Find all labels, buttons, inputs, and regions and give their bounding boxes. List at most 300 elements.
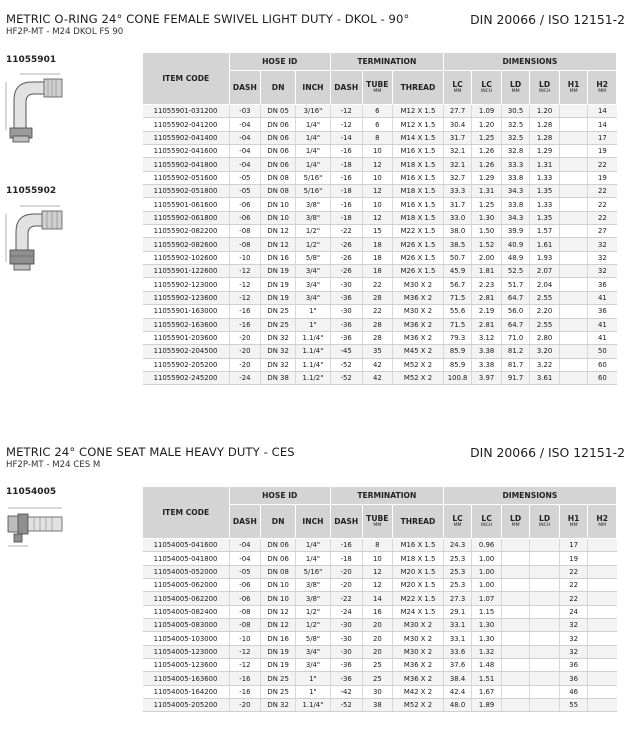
- cell-hose-inch: 1/4": [296, 539, 331, 552]
- cell-tube: 18: [362, 265, 393, 278]
- table-row: [143, 305, 617, 318]
- cell-hose-dash: -05: [229, 171, 261, 184]
- cell-h1: [559, 105, 587, 118]
- cell-hose-dn: DN 06: [261, 118, 296, 131]
- table-row: [143, 265, 617, 278]
- cell-h1: 46: [559, 685, 587, 698]
- cell-lc-inch: 1.20: [472, 118, 502, 131]
- cell-lc-mm: 48.0: [443, 699, 471, 712]
- cell-term-dash: -12: [330, 118, 362, 131]
- section-subtitle: HF2P-MT - M24 CES M: [6, 460, 101, 470]
- cell-hose-dn: DN 12: [261, 605, 296, 618]
- cell-hose-dash: -04: [229, 131, 261, 144]
- cell-h1: [559, 318, 587, 331]
- cell-term-dash: -24: [330, 605, 362, 618]
- header-tube: TUBE MM: [362, 71, 393, 105]
- cell-hose-inch: 1/2": [296, 605, 331, 618]
- table-row: [143, 331, 617, 344]
- cell-hose-dn: DN 25: [261, 305, 296, 318]
- cell-h2: 41: [588, 291, 617, 304]
- cell-lc-inch: 1.31: [472, 185, 502, 198]
- cell-hose-dn: DN 10: [261, 579, 296, 592]
- cell-ld-inch: [530, 672, 560, 685]
- cell-h1: [559, 305, 587, 318]
- cell-lc-mm: 25.3: [443, 579, 471, 592]
- cell-ld-mm: 64.7: [501, 291, 529, 304]
- cell-tube: 8: [362, 539, 393, 552]
- cell-term-dash: -36: [330, 659, 362, 672]
- cell-ld-mm: [501, 685, 529, 698]
- cell-thread: M30 X 2: [393, 305, 444, 318]
- cell-term-dash: -18: [330, 158, 362, 171]
- cell-thread: M22 X 1.5: [393, 592, 444, 605]
- cell-h2: [588, 552, 617, 565]
- cell-term-dash: -14: [330, 131, 362, 144]
- section-standard: DIN 20066 / ISO 12151-2: [470, 12, 625, 27]
- cell-hose-dn: DN 06: [261, 539, 296, 552]
- cell-thread: M36 X 2: [393, 672, 444, 685]
- cell-hose-dash: -04: [229, 158, 261, 171]
- cell-hose-dash: -16: [229, 318, 261, 331]
- cell-hose-inch: 1/4": [296, 158, 331, 171]
- table-row: [143, 539, 617, 552]
- cell-term-dash: -45: [330, 345, 362, 358]
- cell-h1: [559, 185, 587, 198]
- cell-hose-dash: -16: [229, 305, 261, 318]
- cell-lc-inch: 1.81: [472, 265, 502, 278]
- cell-lc-mm: 37.6: [443, 659, 471, 672]
- table-row: [143, 605, 617, 618]
- cell-lc-inch: 0.96: [472, 539, 502, 552]
- cell-tube: 22: [362, 305, 393, 318]
- cell-h1: [559, 198, 587, 211]
- cell-thread: M18 X 1.5: [393, 552, 444, 565]
- cell-item-code: 11054005-123000: [143, 645, 230, 658]
- cell-hose-dn: DN 38: [261, 371, 296, 384]
- header-inch: INCH: [296, 505, 331, 539]
- header-ld-inch: LD INCH: [530, 505, 560, 539]
- table-row: [143, 278, 617, 291]
- cell-hose-dn: DN 08: [261, 565, 296, 578]
- cell-hose-dash: -20: [229, 331, 261, 344]
- cell-h1: [559, 238, 587, 251]
- cell-item-code: 11055902-041400: [143, 131, 230, 144]
- cell-h1: 36: [559, 672, 587, 685]
- cell-h2: 36: [588, 305, 617, 318]
- cell-item-code: 11054005-123600: [143, 659, 230, 672]
- cell-ld-mm: 40.9: [501, 238, 529, 251]
- cell-hose-dn: DN 06: [261, 131, 296, 144]
- cell-h1: 22: [559, 592, 587, 605]
- cell-lc-mm: 42.4: [443, 685, 471, 698]
- cell-term-dash: -26: [330, 238, 362, 251]
- cell-ld-mm: 33.3: [501, 158, 529, 171]
- cell-hose-inch: 3/16": [296, 105, 331, 118]
- header-hose-id: HOSE ID: [229, 487, 330, 505]
- cell-hose-inch: 3/4": [296, 291, 331, 304]
- cell-ld-mm: 81.7: [501, 358, 529, 371]
- cell-h1: [559, 278, 587, 291]
- cell-h2: 22: [588, 158, 617, 171]
- cell-ld-inch: 2.55: [530, 318, 560, 331]
- cell-h1: [559, 118, 587, 131]
- cell-hose-inch: 3/8": [296, 211, 331, 224]
- cell-item-code: 11055902-163600: [143, 318, 230, 331]
- cell-thread: M16 X 1.5: [393, 198, 444, 211]
- table-row: [143, 699, 617, 712]
- cell-h2: 60: [588, 358, 617, 371]
- cell-ld-inch: [530, 619, 560, 632]
- cell-tube: 25: [362, 659, 393, 672]
- table-row: [143, 371, 617, 384]
- cell-lc-inch: 1.30: [472, 619, 502, 632]
- cell-hose-dash: -05: [229, 565, 261, 578]
- cell-ld-mm: 33.8: [501, 198, 529, 211]
- cell-lc-mm: 30.4: [443, 118, 471, 131]
- cell-lc-mm: 33.1: [443, 632, 471, 645]
- cell-hose-dn: DN 19: [261, 278, 296, 291]
- part-label: 11054005: [6, 487, 57, 497]
- cell-ld-inch: 2.07: [530, 265, 560, 278]
- cell-hose-dn: DN 06: [261, 158, 296, 171]
- cell-hose-dash: -06: [229, 579, 261, 592]
- header-hose-id: HOSE ID: [229, 53, 330, 71]
- cell-thread: M20 X 1.5: [393, 565, 444, 578]
- cell-lc-mm: 50.7: [443, 251, 471, 264]
- cell-ld-inch: [530, 552, 560, 565]
- cell-ld-inch: 1.35: [530, 211, 560, 224]
- cell-term-dash: -42: [330, 685, 362, 698]
- header-h1: H1 MM: [559, 505, 587, 539]
- cell-hose-dn: DN 19: [261, 659, 296, 672]
- cell-ld-inch: 2.80: [530, 331, 560, 344]
- cell-hose-inch: 1/4": [296, 145, 331, 158]
- table-row: [143, 198, 617, 211]
- cell-hose-dn: DN 16: [261, 632, 296, 645]
- cell-thread: M22 X 1.5: [393, 225, 444, 238]
- cell-lc-inch: 1.25: [472, 198, 502, 211]
- cell-h2: 19: [588, 145, 617, 158]
- cell-term-dash: -52: [330, 371, 362, 384]
- cell-lc-mm: 38.4: [443, 672, 471, 685]
- cell-ld-inch: [530, 579, 560, 592]
- table-row: [143, 158, 617, 171]
- cell-lc-inch: 1.29: [472, 171, 502, 184]
- cell-thread: M26 X 1.5: [393, 265, 444, 278]
- cell-hose-dn: DN 06: [261, 145, 296, 158]
- cell-tube: 22: [362, 278, 393, 291]
- cell-item-code: 11055902-205200: [143, 358, 230, 371]
- cell-ld-inch: 1.33: [530, 198, 560, 211]
- cell-ld-mm: [501, 672, 529, 685]
- elbow-fitting-drawing: [4, 70, 64, 148]
- cell-ld-mm: [501, 659, 529, 672]
- spec-table-ces: [142, 486, 617, 712]
- cell-h1: 17: [559, 539, 587, 552]
- cell-lc-inch: 1.00: [472, 579, 502, 592]
- cell-tube: 12: [362, 579, 393, 592]
- cell-term-dash: -52: [330, 699, 362, 712]
- cell-item-code: 11055901-122600: [143, 265, 230, 278]
- cell-item-code: 11055902-102600: [143, 251, 230, 264]
- cell-lc-mm: 38.0: [443, 225, 471, 238]
- cell-hose-inch: 1": [296, 318, 331, 331]
- cell-hose-inch: 1.1/4": [296, 331, 331, 344]
- cell-hose-inch: 1/4": [296, 552, 331, 565]
- cell-item-code: 11054005-041600: [143, 539, 230, 552]
- cell-term-dash: -22: [330, 225, 362, 238]
- cell-ld-inch: 3.61: [530, 371, 560, 384]
- cell-hose-dash: -12: [229, 265, 261, 278]
- cell-h1: [559, 145, 587, 158]
- cell-lc-inch: 1.09: [472, 105, 502, 118]
- cell-hose-inch: 1/2": [296, 619, 331, 632]
- cell-ld-mm: 71.0: [501, 331, 529, 344]
- header-dimensions: DIMENSIONS: [443, 487, 616, 505]
- cell-h2: [588, 539, 617, 552]
- cell-h2: [588, 672, 617, 685]
- cell-ld-inch: 1.20: [530, 105, 560, 118]
- cell-lc-inch: 3.97: [472, 371, 502, 384]
- cell-thread: M12 X 1.5: [393, 118, 444, 131]
- cell-hose-inch: 1": [296, 685, 331, 698]
- header-ld-mm: LD MM: [501, 505, 529, 539]
- cell-item-code: 11055902-123600: [143, 291, 230, 304]
- header-h1: H1 MM: [559, 71, 587, 105]
- cell-hose-dash: -06: [229, 198, 261, 211]
- cell-term-dash: -16: [330, 198, 362, 211]
- cell-hose-dn: DN 25: [261, 318, 296, 331]
- cell-ld-inch: 3.20: [530, 345, 560, 358]
- cell-ld-mm: 34.3: [501, 211, 529, 224]
- cell-thread: M36 X 2: [393, 331, 444, 344]
- cell-h2: [588, 592, 617, 605]
- header-termination: TERMINATION: [330, 53, 443, 71]
- cell-thread: M24 X 1.5: [393, 605, 444, 618]
- cell-hose-dn: DN 32: [261, 358, 296, 371]
- section-subtitle: HF2P-MT - M24 DKOL FS 90: [6, 27, 124, 37]
- cell-h2: 22: [588, 198, 617, 211]
- cell-h1: [559, 345, 587, 358]
- cell-lc-mm: 32.1: [443, 145, 471, 158]
- cell-hose-dash: -04: [229, 552, 261, 565]
- section-title: METRIC 24° CONE SEAT MALE HEAVY DUTY - CES: [6, 445, 295, 459]
- cell-hose-dash: -10: [229, 632, 261, 645]
- cell-thread: M26 X 1.5: [393, 251, 444, 264]
- cell-term-dash: -16: [330, 171, 362, 184]
- cell-h2: 60: [588, 371, 617, 384]
- cell-ld-mm: 34.3: [501, 185, 529, 198]
- cell-tube: 15: [362, 225, 393, 238]
- cell-thread: M42 X 2: [393, 685, 444, 698]
- cell-lc-mm: 71.5: [443, 291, 471, 304]
- header-item-code: ITEM CODE: [143, 487, 230, 539]
- cell-hose-inch: 1/2": [296, 225, 331, 238]
- cell-ld-mm: 51.7: [501, 278, 529, 291]
- cell-ld-inch: [530, 592, 560, 605]
- cell-item-code: 11055902-204500: [143, 345, 230, 358]
- cell-tube: 20: [362, 619, 393, 632]
- cell-hose-inch: 1.1/4": [296, 345, 331, 358]
- cell-ld-inch: [530, 659, 560, 672]
- header-term-dash: DASH: [330, 505, 362, 539]
- cell-ld-inch: [530, 539, 560, 552]
- cell-ld-mm: [501, 619, 529, 632]
- header-dn: DN: [261, 505, 296, 539]
- cell-h2: [588, 685, 617, 698]
- cell-lc-inch: 2.81: [472, 291, 502, 304]
- cell-h1: 32: [559, 645, 587, 658]
- cell-ld-mm: [501, 565, 529, 578]
- cell-lc-mm: 25.3: [443, 565, 471, 578]
- cell-thread: M30 X 2: [393, 632, 444, 645]
- cell-ld-inch: [530, 605, 560, 618]
- cell-term-dash: -26: [330, 251, 362, 264]
- cell-h2: 41: [588, 318, 617, 331]
- cell-lc-mm: 33.0: [443, 211, 471, 224]
- cell-h1: 32: [559, 632, 587, 645]
- cell-hose-dash: -12: [229, 645, 261, 658]
- cell-lc-inch: 1.26: [472, 145, 502, 158]
- cell-lc-inch: 1.26: [472, 158, 502, 171]
- cell-hose-dash: -16: [229, 672, 261, 685]
- cell-item-code: 11054005-062200: [143, 592, 230, 605]
- cell-lc-inch: 2.19: [472, 305, 502, 318]
- cell-tube: 12: [362, 185, 393, 198]
- cell-hose-dn: DN 19: [261, 265, 296, 278]
- cell-h2: 27: [588, 225, 617, 238]
- cell-lc-inch: 1.00: [472, 552, 502, 565]
- cell-lc-inch: 2.23: [472, 278, 502, 291]
- header-thread: THREAD: [393, 71, 444, 105]
- cell-hose-inch: 3/8": [296, 592, 331, 605]
- cell-hose-dn: DN 19: [261, 645, 296, 658]
- cell-hose-dash: -05: [229, 185, 261, 198]
- cell-lc-inch: 2.00: [472, 251, 502, 264]
- cell-h1: 22: [559, 579, 587, 592]
- cell-h2: 14: [588, 118, 617, 131]
- header-lc-mm: LC MM: [443, 505, 471, 539]
- cell-tube: 10: [362, 171, 393, 184]
- cell-term-dash: -20: [330, 565, 362, 578]
- cell-hose-dash: -03: [229, 105, 261, 118]
- cell-ld-inch: 1.29: [530, 145, 560, 158]
- cell-ld-mm: [501, 645, 529, 658]
- cell-lc-mm: 85.9: [443, 345, 471, 358]
- cell-ld-inch: [530, 699, 560, 712]
- cell-hose-dn: DN 08: [261, 171, 296, 184]
- cell-h1: [559, 251, 587, 264]
- cell-hose-dn: DN 10: [261, 592, 296, 605]
- cell-hose-dash: -12: [229, 278, 261, 291]
- cell-hose-dn: DN 10: [261, 198, 296, 211]
- cell-item-code: 11055902-123000: [143, 278, 230, 291]
- cell-hose-inch: 3/4": [296, 265, 331, 278]
- cell-h1: [559, 371, 587, 384]
- cell-item-code: 11054005-082400: [143, 605, 230, 618]
- cell-hose-inch: 3/4": [296, 645, 331, 658]
- cell-thread: M18 X 1.5: [393, 158, 444, 171]
- cell-hose-dn: DN 05: [261, 105, 296, 118]
- cell-lc-mm: 33.3: [443, 185, 471, 198]
- cell-item-code: 11054005-103000: [143, 632, 230, 645]
- cell-lc-inch: 1.30: [472, 632, 502, 645]
- cell-thread: M36 X 2: [393, 659, 444, 672]
- cell-ld-mm: [501, 539, 529, 552]
- cell-h2: [588, 619, 617, 632]
- cell-hose-dash: -04: [229, 539, 261, 552]
- cell-item-code: 11055902-041600: [143, 145, 230, 158]
- cell-h2: 36: [588, 278, 617, 291]
- cell-item-code: 11054005-062000: [143, 579, 230, 592]
- cell-lc-mm: 31.7: [443, 131, 471, 144]
- cell-lc-mm: 100.8: [443, 371, 471, 384]
- cell-h1: 24: [559, 605, 587, 618]
- cell-h2: [588, 605, 617, 618]
- cell-ld-mm: [501, 699, 529, 712]
- cell-lc-mm: 56.7: [443, 278, 471, 291]
- cell-h2: 50: [588, 345, 617, 358]
- cell-thread: M14 X 1.5: [393, 131, 444, 144]
- cell-term-dash: -16: [330, 145, 362, 158]
- cell-lc-inch: 1.67: [472, 685, 502, 698]
- cell-item-code: 11055902-041200: [143, 118, 230, 131]
- cell-h1: 19: [559, 552, 587, 565]
- cell-thread: M20 X 1.5: [393, 579, 444, 592]
- cell-lc-inch: 1.30: [472, 211, 502, 224]
- cell-hose-dash: -20: [229, 345, 261, 358]
- section-standard: DIN 20066 / ISO 12151-2: [470, 445, 625, 460]
- cell-thread: M36 X 2: [393, 318, 444, 331]
- cell-tube: 35: [362, 345, 393, 358]
- header-h2: H2 MM: [588, 71, 617, 105]
- cell-thread: M52 X 2: [393, 358, 444, 371]
- cell-h2: 14: [588, 105, 617, 118]
- cell-term-dash: -30: [330, 278, 362, 291]
- cell-ld-mm: [501, 632, 529, 645]
- cell-term-dash: -18: [330, 211, 362, 224]
- cell-h1: [559, 358, 587, 371]
- cell-hose-dn: DN 06: [261, 552, 296, 565]
- cell-h2: 32: [588, 251, 617, 264]
- header-dash: DASH: [229, 505, 261, 539]
- cell-term-dash: -30: [330, 645, 362, 658]
- cell-tube: 12: [362, 565, 393, 578]
- table-row: [143, 632, 617, 645]
- cell-h1: [559, 211, 587, 224]
- cell-term-dash: -30: [330, 305, 362, 318]
- cell-hose-dash: -08: [229, 605, 261, 618]
- header-lc-inch: LC INCH: [472, 71, 502, 105]
- cell-ld-mm: 52.5: [501, 265, 529, 278]
- cell-item-code: 11055902-051800: [143, 185, 230, 198]
- cell-hose-inch: 1/4": [296, 131, 331, 144]
- cell-lc-inch: 3.12: [472, 331, 502, 344]
- cell-hose-dash: -08: [229, 225, 261, 238]
- header-lc-mm: LC MM: [443, 71, 471, 105]
- cell-hose-dn: DN 32: [261, 699, 296, 712]
- cell-item-code: 11055902-041800: [143, 158, 230, 171]
- cell-hose-dn: DN 25: [261, 672, 296, 685]
- cell-lc-mm: 79.3: [443, 331, 471, 344]
- cell-thread: M12 X 1.5: [393, 105, 444, 118]
- cell-h1: [559, 158, 587, 171]
- table-row: [143, 318, 617, 331]
- cell-ld-inch: [530, 685, 560, 698]
- table-row: [143, 171, 617, 184]
- cell-hose-inch: 5/16": [296, 565, 331, 578]
- cell-thread: M30 X 2: [393, 645, 444, 658]
